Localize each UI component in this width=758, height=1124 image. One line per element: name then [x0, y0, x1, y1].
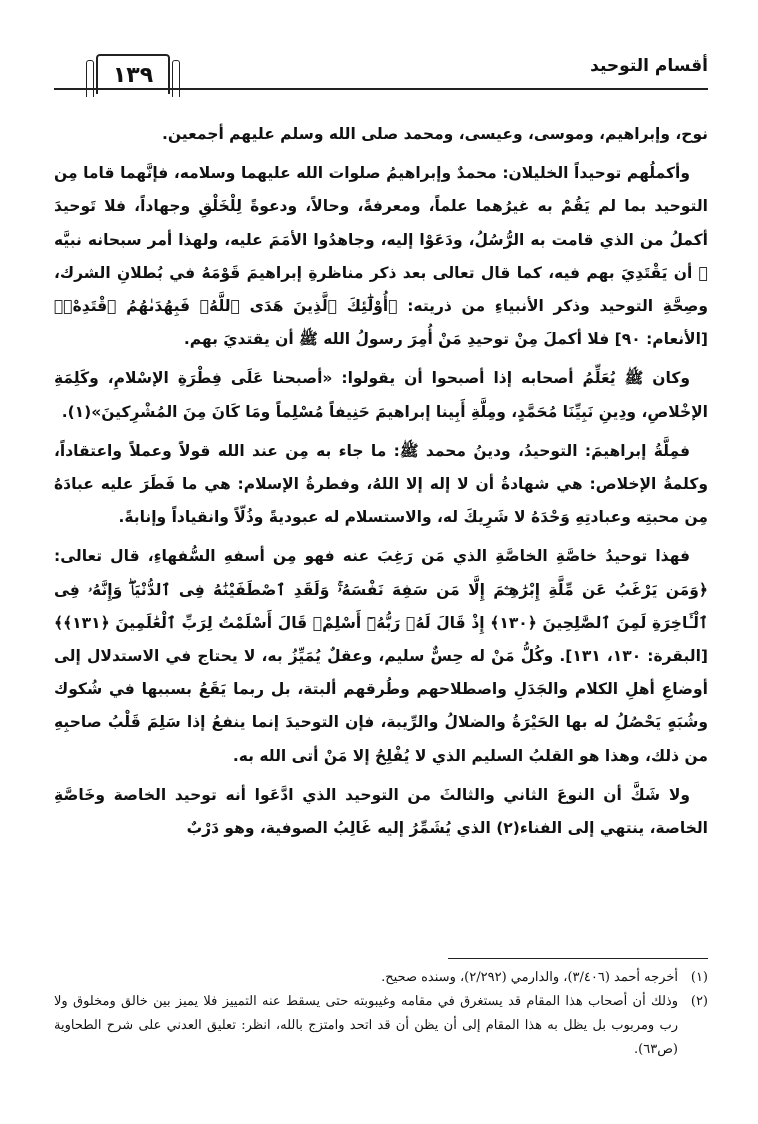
footnote-text: وذلك أن أصحاب هذا المقام قد يستغرق في مقامه وغيبوبته حتى يسقط عنه التمييز فلا يميز بين خالق ومخلوق ولا رب ومربوب بل يظل به هذا المقام إلى أن يظن أن قد اتحد وامتزج بالله، انظر: تعليق العدني على شرح الطحاوية (ص٦٣).: [54, 994, 678, 1057]
paragraph: فمِلَّةُ إبراهيمَ: التوحيدُ، ودينُ محمد ﷺ: ما جاء به مِن عند الله قولاً وعملاً واعتقاداً، وكلمةُ الإخلاص: هي شهادةُ أن لا إله إلا اللهُ، وفطرةُ الإسلام: هي ما فَطَرَ عليه عبادَهُ مِن محبتِه وعبادتِهِ وَحْدَهُ لا شَرِيكَ له، والاستسلام له عبوديةً وذُلّاً وانقياداً وإنابةً.: [54, 441, 708, 527]
paragraph: ولا شَكَّ أن النوعَ الثاني والثالثَ من التوحيد الذي ادَّعَوا أنه توحيد الخاصة وخَاصَّةِ الخاصة، ينتهي إلى الفناء(٢) الذي يُشَمِّرُ إليه غَالِبُ الصوفية، وهو دَرْبٌ: [54, 785, 708, 838]
footnote: [54, 990, 708, 1062]
footnote-rule: [448, 958, 708, 959]
footnote-text: أخرجه أحمد (٣/٤٠٦)، والدارمي (٢/٢٩٢)، وسنده صحيح.: [381, 970, 678, 985]
main-text: [54, 118, 708, 851]
footnote-number: (١): [690, 970, 708, 985]
footnotes: [54, 966, 708, 1062]
paragraph: وأكملُهم توحيداً الخليلان: محمدٌ وإبراهيمُ صلوات الله عليهما وسلامه، فإنَّهما قاما مِن التوحيد بما لم يَقُمْ به غيرُهما علماً، ومعرفةً، وحالاً، ودعوةً لِلْخَلْقِ وجهاداً، فلا تَوحيدَ أكملُ من الذي قامت به الرُّسُلُ، ودَعَوْا إليه، وجاهدُوا الأمَمَ عليه، ولهذا أمر سبحانه نبيَّه ﷺ أن يَقْتَدِيَ بهم فيه، كما قال تعالى بعد ذكر مناظرةِ إبراهيمَ قَوْمَهُ في بُطلانِ الشرك، وصِحَّةِ التوحيد وذكر الأنبياءِ من ذريته: ﴿أُوْلَٰٓئِكَ ٱلَّذِينَ هَدَى ٱللَّهُۖ فَبِهُدَىٰهُمُ ٱقْتَدِهْۗ﴾ [الأنعام: ٩٠] فلا أكملَ مِنْ توحيدِ مَنْ أُمِرَ رسولُ الله ﷺ أن يقتديَ بهم.: [54, 164, 708, 349]
paragraph: وكان ﷺ يُعَلِّمُ أصحابه إذا أصبحوا أن يقولوا: «أصبحنا عَلَى فِطْرَةِ الإسْلامِ، وكَلِمَةِ الإخْلاصِ، ودِينِ نَبِيِّنَا مُحَمَّدٍ، ومِلَّةِ أَبِينا إبراهيمَ حَنِيفاً مُسْلِماً ومَا كَانَ مِنَ المُشْرِكينَ»(١).: [54, 369, 708, 421]
footnote-number: (٢): [690, 994, 708, 1009]
paragraph: نوح، وإبراهيم، وموسى، وعيسى، ومحمد صلى الله وسلم عليهم أجمعين.: [161, 125, 708, 143]
page-number: ١٣٩: [112, 62, 154, 88]
footnote: [54, 966, 708, 990]
paragraph: فهذا توحيدُ خاصَّةِ الخاصَّةِ الذي مَن رَغِبَ عنه فهو مِن أسفهِ السُّفهاءِ، قال تعالى: ﴿وَمَن يَرْغَبُ عَن مِّلَّةِ إِبْرَٰهِـۧمَ إِلَّا مَن سَفِهَ نَفْسَهُۥۚ وَلَقَدِ ٱصْطَفَيْنَٰهُ فِى ٱلدُّنْيَاۖ وَإِنَّهُۥ فِى ٱلْـَٔاخِرَةِ لَمِنَ ٱلصَّٰلِحِينَ ﴿١٣٠﴾ إِذْ قَالَ لَهُۥ رَبُّهُۥٓ أَسْلِمْۖ قَالَ أَسْلَمْتُ لِرَبِّ ٱلْعَٰلَمِينَ ﴿١٣١﴾﴾ [البقرة: ١٣٠، ١٣١]. وكُلُّ مَنْ له حِسٌّ سليم، وعقلٌ يُمَيِّزُ به، لا يحتاج في الاستدلال إلى أوضاعِ أهلِ الكلام والجَدَلِ واصطلاحهم وطُرقهم ألبتة، بل ربما يَقَعُ بسببها في شُكوك وشُبَهٍ يَحْصُلُ له بها الحَيْرَةُ والضلالُ والرِّيبة، فإن التوحيدَ إنما ينفعُ إذا سَلِمَ قَلْبُ صاحبِهِ من ذلك، وهذا هو القلبُ السليم الذي لا يُفْلِحُ إلا مَنْ أتى الله به.: [54, 547, 708, 765]
running-title: أقسام التوحيد: [590, 56, 708, 76]
header-rule: [54, 88, 708, 90]
